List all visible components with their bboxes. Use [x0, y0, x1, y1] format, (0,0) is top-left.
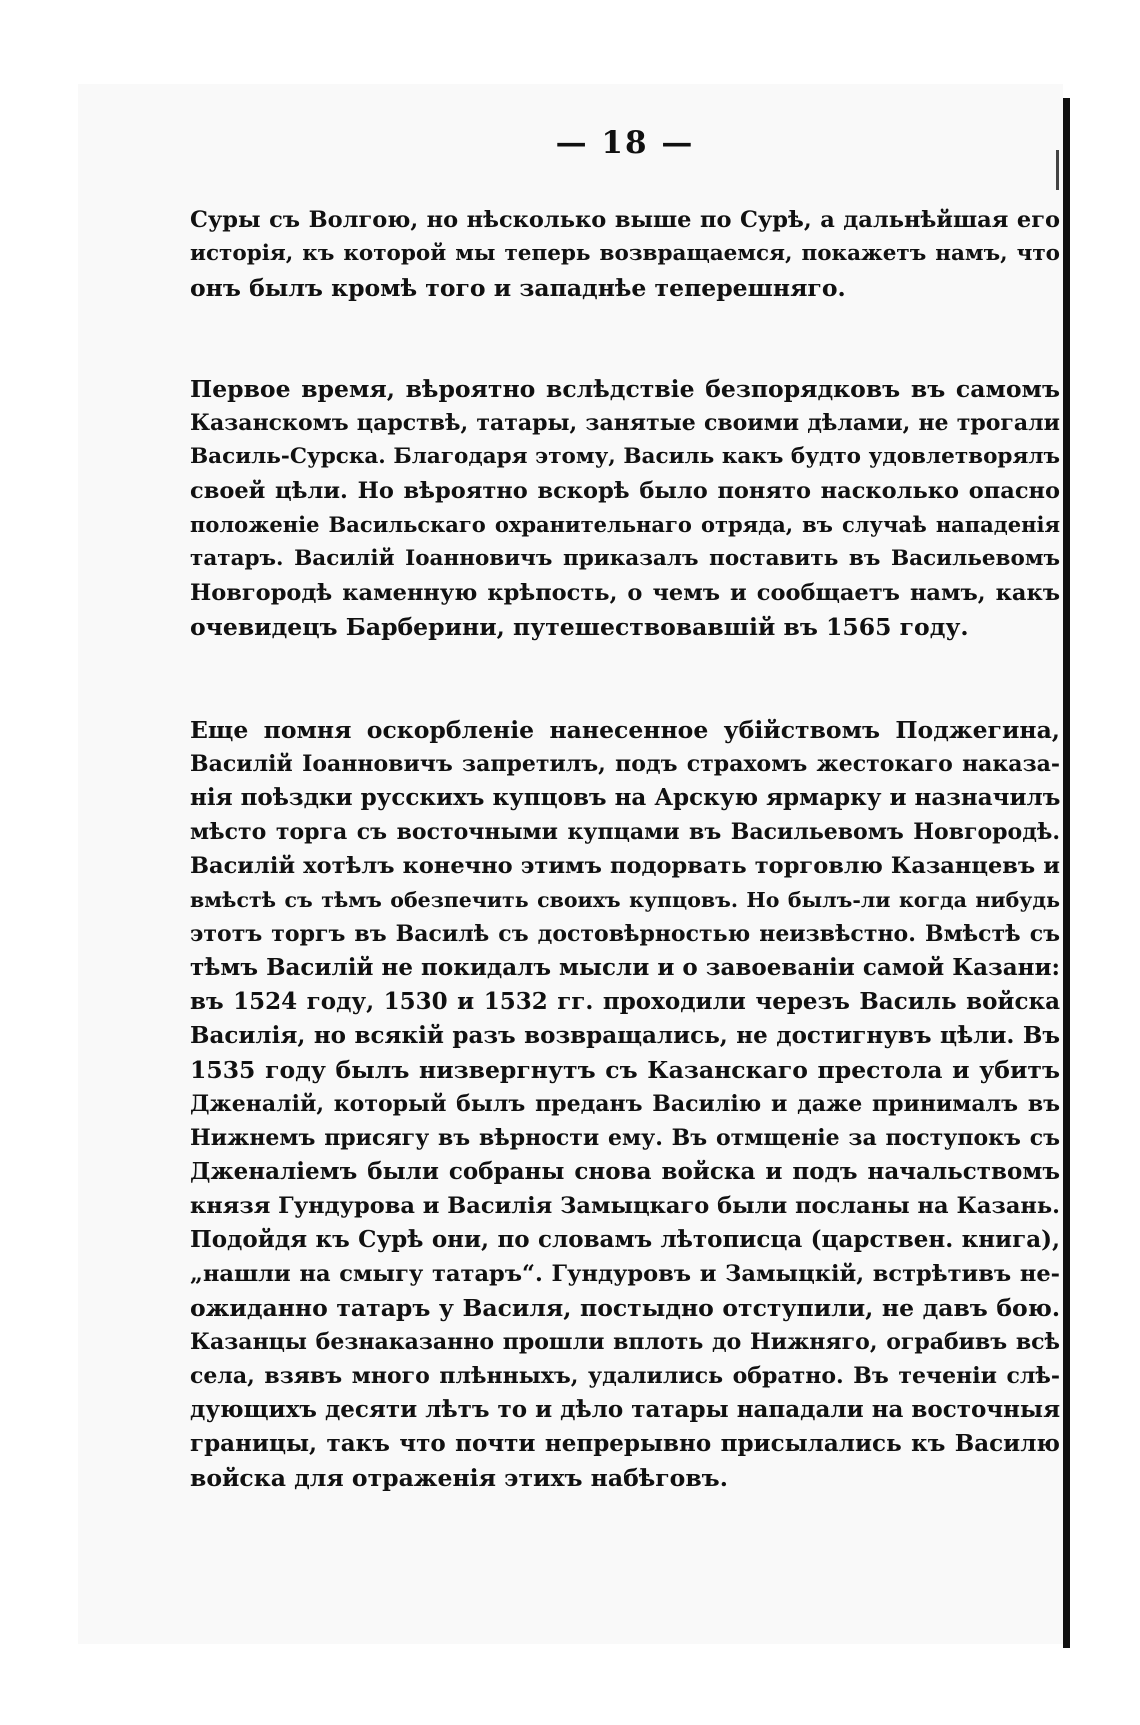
text-line: ожиданно татаръ у Василя, постыдно отступили, не давъ бою.: [190, 1294, 1060, 1322]
text-line: нія поѣздки русскихъ купцовъ на Арскую ярмарку и назначилъ: [190, 784, 1061, 811]
page-edge-shadow: [1063, 98, 1070, 1648]
text-line: Первое время, вѣроятно вслѣдствіе безпорядковъ въ самомъ: [190, 375, 1060, 403]
page-number: — 18 —: [555, 125, 695, 161]
text-line: вмѣстѣ съ тѣмъ обезпечить своихъ купцовъ. Но былъ-ли когда нибудь: [190, 888, 1060, 912]
text-line: Василія, но всякій разъ возвращались, не достигнувъ цѣли. Въ: [190, 1022, 1060, 1049]
text-line: „нашли на смыгу татаръ“. Гундуровъ и Замыцкій, встрѣтивъ не-: [190, 1261, 1060, 1287]
text-line: села, взявъ много плѣнныхъ, удалились обратно. Въ теченіи слѣ-: [190, 1363, 1060, 1389]
text-line: очевидецъ Барберини, путешествовавшій въ 1565 году.: [190, 613, 969, 641]
text-line: исторія, къ которой мы теперь возвращаемся, покажетъ намъ, что: [190, 241, 1060, 266]
text-line: Василь-Сурска. Благодаря этому, Василь какъ будто удовлетворялъ: [190, 444, 1060, 469]
text-line: войска для отраженія этихъ набѣговъ.: [190, 1464, 728, 1492]
paragraph-3: [190, 713, 1060, 1495]
text-line: Подойдя къ Сурѣ они, по словамъ лѣтописца (царствен. книга),: [190, 1226, 1060, 1253]
paragraph-1: [190, 203, 1060, 305]
text-line: мѣсто торга съ восточными купцами въ Васильевомъ Новгородѣ.: [190, 819, 1060, 845]
text-line: тѣмъ Василій не покидалъ мысли и о завоеваніи самой Казани:: [190, 954, 1060, 981]
text-line: своей цѣли. Но вѣроятно вскорѣ было понято насколько опасно: [190, 478, 1060, 504]
text-line: этотъ торгъ въ Василѣ съ достовѣрностью неизвѣстно. Вмѣстѣ съ: [190, 921, 1060, 947]
text-line: татаръ. Василій Іоанновичъ приказалъ поставить въ Васильевомъ: [190, 546, 1060, 571]
text-line: Василій хотѣлъ конечно этимъ подорвать торговлю Казанцевъ и: [190, 853, 1060, 879]
text-line: Новгородѣ каменную крѣпость, о чемъ и сообщаетъ намъ, какъ: [190, 580, 1060, 606]
text-line: дующихъ десяти лѣтъ то и дѣло татары нападали на восточныя: [190, 1396, 1061, 1423]
text-line: Еще помня оскорбленіе нанесенное убійствомъ Поджегина,: [190, 716, 1060, 744]
text-line: положеніе Васильскаго охранительнаго отряда, въ случаѣ нападенія: [190, 512, 1060, 537]
text-line: Василій Іоанновичъ запретилъ, подъ страхомъ жестокаго наказа-: [190, 751, 1060, 777]
text-line: Казанцы безнаказанно прошли вплоть до Нижняго, ограбивъ всѣ: [190, 1329, 1060, 1355]
text-line: Нижнемъ присягу въ вѣрности ему. Въ отмщеніе за поступокъ съ: [190, 1125, 1060, 1151]
paragraph-2: [190, 372, 1060, 644]
text-line: границы, такъ что почти непрерывно присылались къ Василю: [190, 1430, 1060, 1457]
text-line: Казанскомъ царствѣ, татары, занятые своими дѣлами, не трогали: [190, 410, 1060, 436]
text-line: Дженаліемъ были собраны снова войска и подъ начальствомъ: [190, 1158, 1060, 1185]
text-line: Дженалій, который былъ преданъ Василію и даже принималъ въ: [190, 1091, 1060, 1117]
text-line: князя Гундурова и Василія Замыцкаго были посланы на Казань.: [190, 1193, 1060, 1219]
text-line: онъ былъ кромѣ того и западнѣе теперешняго.: [190, 274, 846, 302]
text-line: Суры съ Волгою, но нѣсколько выше по Сурѣ, а дальнѣйшая его: [190, 207, 1060, 233]
text-line: 1535 году былъ низвергнутъ съ Казанскаго престола и убитъ: [190, 1056, 1060, 1084]
text-line: въ 1524 году, 1530 и 1532 гг. проходили черезъ Василь войска: [190, 988, 1060, 1015]
